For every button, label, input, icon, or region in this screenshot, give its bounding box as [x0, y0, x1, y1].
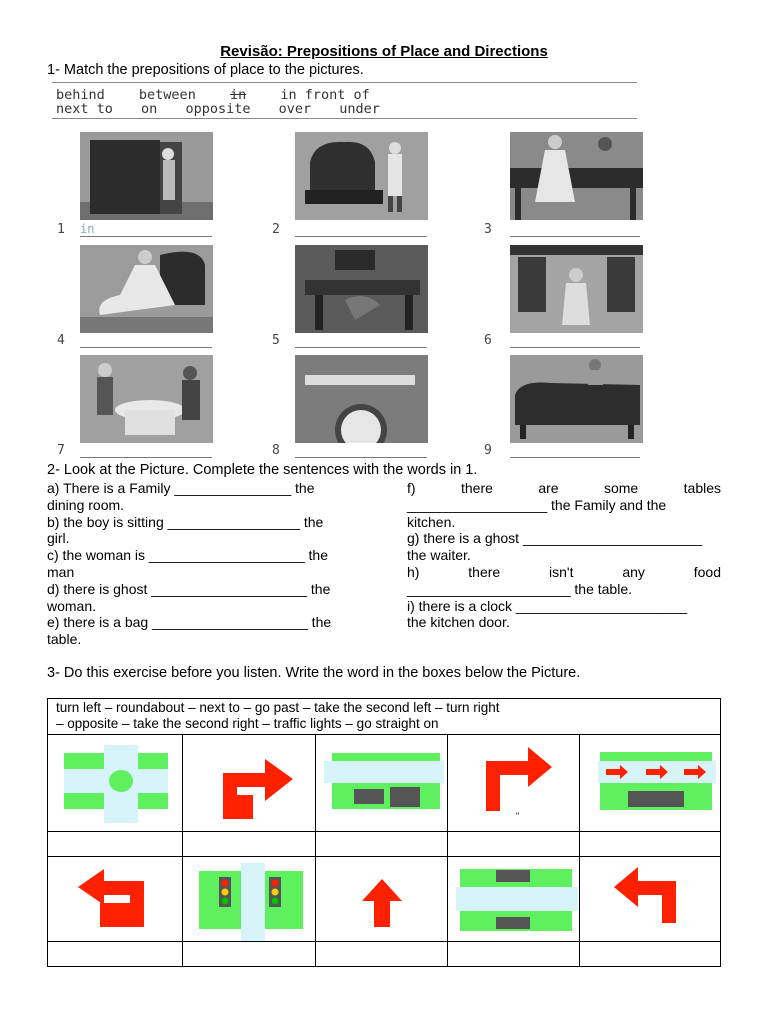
item-number-4: 4 — [57, 333, 65, 348]
f-word: are — [538, 480, 559, 496]
cell-roundabout — [47, 734, 183, 832]
exercise-1-figure — [50, 80, 650, 460]
answer-box-9[interactable] — [447, 941, 580, 967]
item-number-8: 8 — [272, 443, 280, 458]
exercise-2-left-column — [47, 480, 361, 648]
exercise-2-right-column — [407, 480, 721, 631]
answer-box-3[interactable] — [315, 831, 448, 857]
sentence-a-line-2: dining room. — [47, 496, 125, 513]
cell-turn-right — [447, 734, 580, 832]
word-under: under — [339, 101, 380, 117]
f-word: some — [603, 480, 639, 496]
stray-mark: " — [516, 811, 520, 821]
answer-box-2[interactable] — [182, 831, 316, 857]
answer-box-6[interactable] — [47, 941, 183, 967]
straight-arrow-icon — [316, 857, 449, 943]
cell-opposite — [447, 856, 580, 942]
answer-field-7[interactable] — [80, 443, 212, 458]
answer-box-8[interactable] — [315, 941, 448, 967]
go-past-icon — [316, 735, 449, 833]
item-number-3: 3 — [484, 222, 492, 237]
word-next-to: next to — [56, 101, 113, 117]
f-word: there — [460, 480, 493, 496]
direction-word-list — [47, 698, 721, 735]
picture-7 — [80, 355, 213, 443]
picture-2 — [295, 132, 428, 220]
item-number-5: 5 — [272, 333, 280, 348]
cell-turn-left — [579, 856, 721, 942]
roundabout-icon — [109, 770, 133, 792]
word-bank-row-2 — [56, 101, 380, 117]
exercise-3-instruction: 3- Do this exercise before you listen. Write the word in the boxes below the Picture. — [47, 665, 581, 681]
sentence-f-line-3: kitchen. — [407, 513, 456, 530]
sentence-h-line-1 — [407, 564, 721, 581]
exercise-1-instruction: 1- Match the prepositions of place to the pictures. — [47, 62, 364, 78]
directions-table — [47, 698, 721, 967]
answer-field-4[interactable] — [80, 333, 212, 348]
word-on: on — [141, 101, 158, 117]
cell-take-second-right — [182, 734, 316, 832]
sentence-g-line-2: the waiter. — [407, 547, 471, 564]
picture-3 — [510, 132, 643, 220]
sentence-c-line-2: man — [47, 563, 75, 580]
word-opposite: opposite — [185, 101, 251, 117]
answer-field-5[interactable] — [295, 333, 427, 348]
sentence-f-line-2: __________________ the Family and the — [407, 496, 667, 513]
answer-box-1[interactable] — [47, 831, 183, 857]
sentence-d-line-2: woman. — [47, 597, 97, 614]
item-number-1: 1 — [57, 222, 65, 237]
f-word: tables — [683, 480, 721, 496]
picture-4 — [80, 245, 213, 333]
turn-left-icon — [580, 857, 722, 943]
answer-box-4[interactable] — [447, 831, 580, 857]
picture-5 — [295, 245, 428, 333]
go-straight-on-icon — [580, 735, 722, 833]
sentence-d-line-1: d) there is ghost ____________________ the — [47, 580, 331, 597]
sentence-i-line-1: i) there is a clock ______________________ — [407, 597, 688, 614]
word-list-line-1: turn left – roundabout – next to – go past – take the second left – turn right — [56, 700, 500, 715]
f-word: f) — [407, 480, 416, 496]
answer-field-3[interactable] — [510, 222, 640, 237]
word-in: in — [229, 87, 247, 103]
take-second-left-icon — [48, 857, 184, 943]
h-word: isn't — [549, 563, 574, 580]
answer-field-9[interactable] — [510, 443, 640, 458]
cell-straight-arrow — [315, 856, 448, 942]
h-word: there — [468, 563, 501, 580]
answer-field-8[interactable] — [295, 443, 427, 458]
word-between: between — [138, 87, 196, 103]
answer-box-5[interactable] — [579, 831, 721, 857]
answer-field-6[interactable] — [510, 333, 640, 348]
word-in-front-of: in front of — [280, 87, 370, 103]
h-word: any — [622, 563, 645, 580]
answer-box-7[interactable] — [182, 941, 316, 967]
turn-right-icon — [448, 735, 581, 833]
exercise-2-instruction: 2- Look at the Picture. Complete the sentences with the words in 1. — [47, 462, 478, 478]
page-title: Revisão: Prepositions of Place and Directions — [220, 43, 548, 60]
word-list-line-2: – opposite – take the second right – traffic lights – go straight on — [56, 716, 439, 731]
sentence-f-line-1 — [407, 480, 721, 497]
picture-6 — [510, 245, 643, 333]
cell-go-past — [315, 734, 448, 832]
word-over: over — [278, 101, 312, 117]
cell-go-straight-on — [579, 734, 721, 832]
opposite-icon — [448, 857, 581, 943]
sentence-e-line-1: e) there is a bag ____________________ the — [47, 614, 332, 631]
sentence-b-line-2: girl. — [47, 530, 70, 547]
sentence-c-line-1: c) the woman is ____________________ the — [47, 547, 328, 564]
answer-box-10[interactable] — [579, 941, 721, 967]
h-word: food — [693, 563, 721, 580]
word-bank-bottom-rule — [52, 118, 637, 119]
h-word: h) — [407, 563, 420, 580]
sentence-g-line-1: g) there is a ghost _______________________ — [407, 530, 703, 547]
picture-9 — [510, 355, 643, 443]
answer-field-2[interactable] — [295, 222, 427, 237]
sentence-h-line-2: _____________________ the table. — [407, 580, 632, 597]
item-number-9: 9 — [484, 443, 492, 458]
item-number-2: 2 — [272, 222, 280, 237]
cell-traffic-lights — [182, 856, 316, 942]
sentence-b-line-1: b) the boy is sitting _________________ the — [47, 513, 324, 530]
take-second-right-icon — [183, 735, 317, 833]
item-number-7: 7 — [57, 443, 65, 458]
answer-field-1[interactable]: in — [80, 222, 212, 237]
picture-1 — [80, 132, 213, 220]
sentence-i-line-2: the kitchen door. — [407, 614, 510, 631]
cell-take-second-left — [47, 856, 183, 942]
word-bank-top-rule — [52, 82, 637, 83]
picture-8 — [295, 355, 428, 443]
word-behind: behind — [56, 87, 105, 103]
item-number-6: 6 — [484, 333, 492, 348]
sentence-a-line-1: a) There is a Family _______________ the — [47, 480, 315, 496]
traffic-lights-icon — [183, 857, 317, 943]
sentence-e-line-2: table. — [47, 631, 82, 648]
